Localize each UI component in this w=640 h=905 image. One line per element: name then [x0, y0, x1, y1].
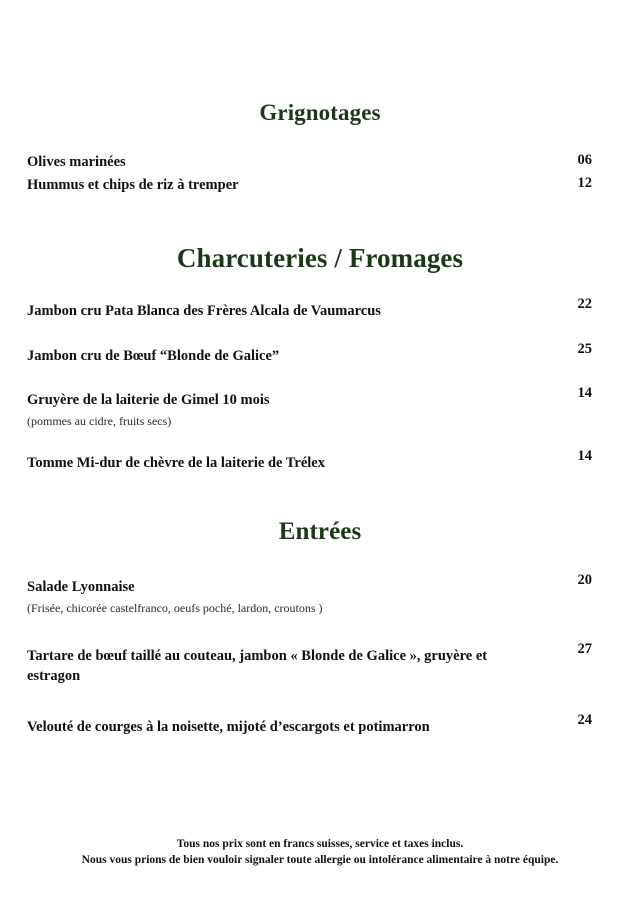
menu-item-line: [27, 152, 592, 173]
menu-item-description: (Frisée, chicorée castelfranco, oeufs poché, lardon, croutons ): [27, 600, 323, 615]
footer-price-notice: Tous nos prix sont en francs suisses, service et taxes inclus.: [176, 837, 464, 850]
menu-item: [0, 385, 640, 429]
menu-item: [0, 340, 640, 367]
menu-item-line: [27, 711, 592, 738]
menu-item-name: Salade Lyonnaise: [27, 579, 135, 595]
menu-item-name: Gruyère de la laiterie de Gimel 10 mois: [27, 392, 270, 409]
menu-item-price: 22: [577, 296, 592, 312]
menu-item-price: 25: [577, 340, 592, 357]
menu-item-price: 14: [577, 447, 592, 464]
section-heading-charcuteries-fromages: Charcuteries / Fromages: [176, 243, 464, 273]
item-list-charcuteries-fromages: [0, 296, 640, 474]
menu-item-price: 20: [577, 572, 592, 588]
menu-item-line: [27, 175, 592, 196]
section-charcuteries-fromages: [0, 243, 640, 474]
menu-item-line: [27, 640, 592, 687]
menu-item-line: [27, 385, 592, 411]
menu-item-name: Tartare de bœuf taillé au couteau, jambon « Blonde de Galice », gruyère et estragon: [27, 647, 488, 685]
menu-item-price: 14: [577, 385, 592, 402]
menu-item: [0, 175, 640, 196]
menu-item-line: [27, 572, 592, 598]
menu-item-name: Hummus et chips de riz à tremper: [27, 176, 239, 193]
menu-item-name: Jambon cru Pata Blanca des Frères Alcala de Vaumarcus: [27, 303, 381, 319]
menu-item-name: Olives marinées: [27, 154, 126, 170]
item-list-entrees: [0, 572, 640, 738]
section-heading-grignotages: Grignotages: [259, 100, 381, 125]
menu-item: [0, 640, 640, 687]
menu-footer: [0, 836, 640, 869]
menu-item: [0, 711, 640, 738]
menu-item-price: 12: [577, 174, 592, 191]
menu-item: [0, 447, 640, 474]
footer-allergy-notice: Nous vous prions de bien vouloir signaler toute allergie ou intolérance alimentaire à notre équipe.: [81, 854, 559, 867]
menu-item-name: Tomme Mi-dur de chèvre de la laiterie de Trélex: [27, 454, 325, 471]
menu-item-price: 24: [577, 711, 592, 728]
menu-item-price: 27: [577, 640, 592, 657]
section-entrees: [0, 518, 640, 738]
menu-item-line: [27, 447, 592, 474]
section-grignotages: [0, 100, 640, 195]
menu-item-description: (pommes au cidre, fruits secs): [27, 413, 172, 428]
menu-item-line: [27, 340, 592, 367]
section-heading-entrees: Entrées: [278, 518, 362, 545]
menu-item-price: 06: [577, 152, 592, 168]
item-list-grignotages: [0, 152, 640, 195]
menu-item: [0, 152, 640, 173]
menu-item: [0, 296, 640, 322]
menu-item-name: Jambon cru de Bœuf “Blonde de Galice”: [27, 347, 280, 364]
menu-item-line: [27, 296, 592, 322]
menu-item: [0, 572, 640, 616]
menu-item-name: Velouté de courges à la noisette, mijoté d’escargots et potimarron: [27, 718, 430, 735]
